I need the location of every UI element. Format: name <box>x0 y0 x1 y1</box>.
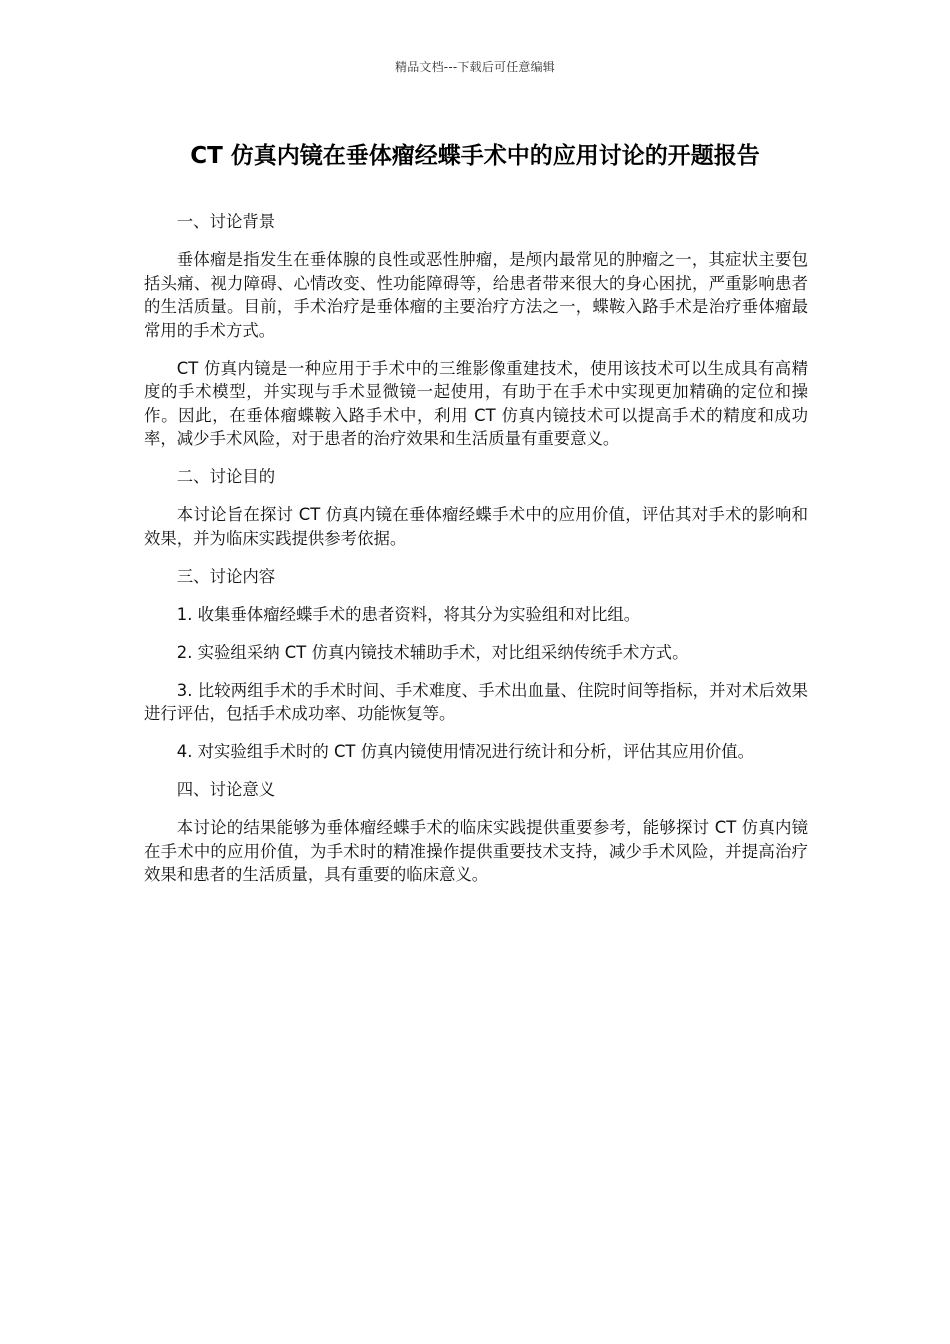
list-item-content-3: 3. 比较两组手术的手术时间、手术难度、手术出血量、住院时间等指标，并对术后效果进行评估，包括手术成功率、功能恢复等。 <box>144 680 808 723</box>
document-title: CT 仿真内镜在垂体瘤经蝶手术中的应用讨论的开题报告 <box>190 143 760 169</box>
paragraph-background-1: 垂体瘤是指发生在垂体腺的良性或恶性肿瘤，是颅内最常见的肿瘤之一，其症状主要包括头痛、视力障碍、心情改变、性功能障碍等，给患者带来很大的身心困扰，严重影响患者的生活质量。目前，手术治疗是垂体瘤的主要治疗方法之一，蝶鞍入路手术是治疗垂体瘤最常用的手术方式。 <box>144 250 808 340</box>
section-heading-background: 一、讨论背景 <box>176 212 276 231</box>
list-item-content-4: 4. 对实验组手术时的 CT 仿真内镜使用情况进行统计和分析，评估其应用价值。 <box>176 742 755 761</box>
header-note: 精品文档---下载后可任意编辑 <box>395 60 555 74</box>
section-heading-purpose: 二、讨论目的 <box>176 467 276 486</box>
list-item-content-1: 1. 收集垂体瘤经蝶手术的患者资料，将其分为实验组和对比组。 <box>176 604 641 624</box>
paragraph-background-2: CT 仿真内镜是一种应用于手术中的三维影像重建技术，使用该技术可以生成具有高精度的手术模型，并实现与手术显微镜一起使用，有助于在手术中实现更加精确的定位和操作。因此，在垂体瘤蝶鞍入路手术中，利用 CT 仿真内镜技术可以提高手术的精度和成功率，减少手术风险，对于患者的治疗效果和生活质量有重要意义。 <box>144 358 808 448</box>
list-item-content-2: 2. 实验组采纳 CT 仿真内镜技术辅助手术，对比组采纳传统手术方式。 <box>176 642 689 662</box>
section-heading-significance: 四、讨论意义 <box>176 780 276 799</box>
section-heading-content: 三、讨论内容 <box>176 566 276 586</box>
paragraph-purpose-1: 本讨论旨在探讨 CT 仿真内镜在垂体瘤经蝶手术中的应用价值，评估其对手术的影响和效果，并为临床实践提供参考依据。 <box>144 505 808 548</box>
document-body <box>144 210 808 901</box>
paragraph-significance-1: 本讨论的结果能够为垂体瘤经蝶手术的临床实践提供重要参考，能够探讨 CT 仿真内镜在手术中的应用价值，为手术时的精准操作提供重要技术支持，减少手术风险，并提高治疗效果和患者的生活质量，具有重要的临床意义。 <box>144 818 808 884</box>
